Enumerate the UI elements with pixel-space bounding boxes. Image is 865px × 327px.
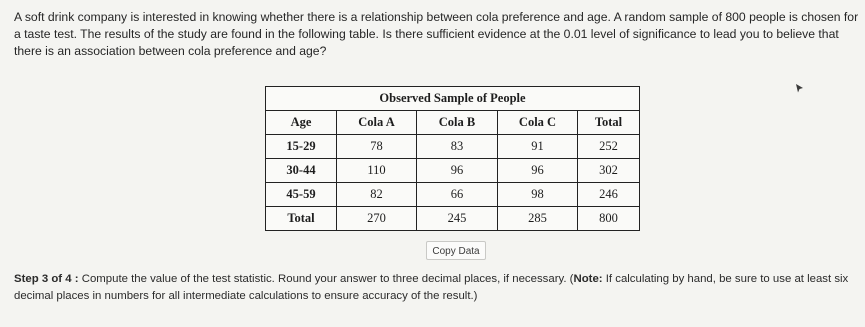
table-cell: 110	[337, 159, 417, 183]
observed-table-container	[265, 86, 640, 231]
table-cell: 302	[578, 159, 640, 183]
table-cell: 245	[417, 207, 498, 231]
step-instructions	[14, 271, 859, 305]
table-cell: 82	[337, 183, 417, 207]
row-label: 45-59	[266, 183, 337, 207]
table-row-total	[266, 207, 640, 231]
table-cell: 66	[417, 183, 498, 207]
table-row	[266, 159, 640, 183]
table-header-row	[266, 111, 640, 135]
column-header-cola-a: Cola A	[337, 111, 417, 135]
table-cell: 78	[337, 135, 417, 159]
table-row	[266, 135, 640, 159]
column-header-age: Age	[266, 111, 337, 135]
table-caption: Observed Sample of People	[266, 87, 640, 111]
note-label: Note:	[573, 273, 603, 285]
row-label: 30-44	[266, 159, 337, 183]
table-cell: 83	[417, 135, 498, 159]
row-label: Total	[266, 207, 337, 231]
table-cell: 246	[578, 183, 640, 207]
table-cell: 800	[578, 207, 640, 231]
table-row	[266, 183, 640, 207]
observed-sample-table	[265, 86, 640, 231]
column-header-cola-b: Cola B	[417, 111, 498, 135]
copy-data-button[interactable]: Copy Data	[426, 241, 486, 260]
column-header-cola-c: Cola C	[498, 111, 578, 135]
step-label: Step 3 of 4 :	[14, 273, 79, 285]
table-cell: 270	[337, 207, 417, 231]
table-cell: 285	[498, 207, 578, 231]
table-cell: 96	[417, 159, 498, 183]
table-cell: 91	[498, 135, 578, 159]
note-text: If calculating by hand, be sure to use at least six decimal places in numbers for all intermediate calculations to ensure accuracy of the result.)	[14, 273, 849, 302]
table-cell: 96	[498, 159, 578, 183]
step-instruction-text: Compute the value of the test statistic. Round your answer to three decimal places, if necessary.	[81, 273, 567, 285]
problem-statement: A soft drink company is interested in knowing whether there is a relationship between cola preference and age. A random sample of 800 people is chosen for a taste test. The results of the study are found in the following table. Is there sufficient evidence at the 0.01 level of significance to lead you to believe that there is an association between cola preference and age?	[14, 10, 859, 58]
column-header-total: Total	[578, 111, 640, 135]
note-open-paren: (	[569, 273, 574, 285]
table-cell: 98	[498, 183, 578, 207]
row-label: 15-29	[266, 135, 337, 159]
mouse-pointer-icon	[795, 84, 804, 93]
table-cell: 252	[578, 135, 640, 159]
